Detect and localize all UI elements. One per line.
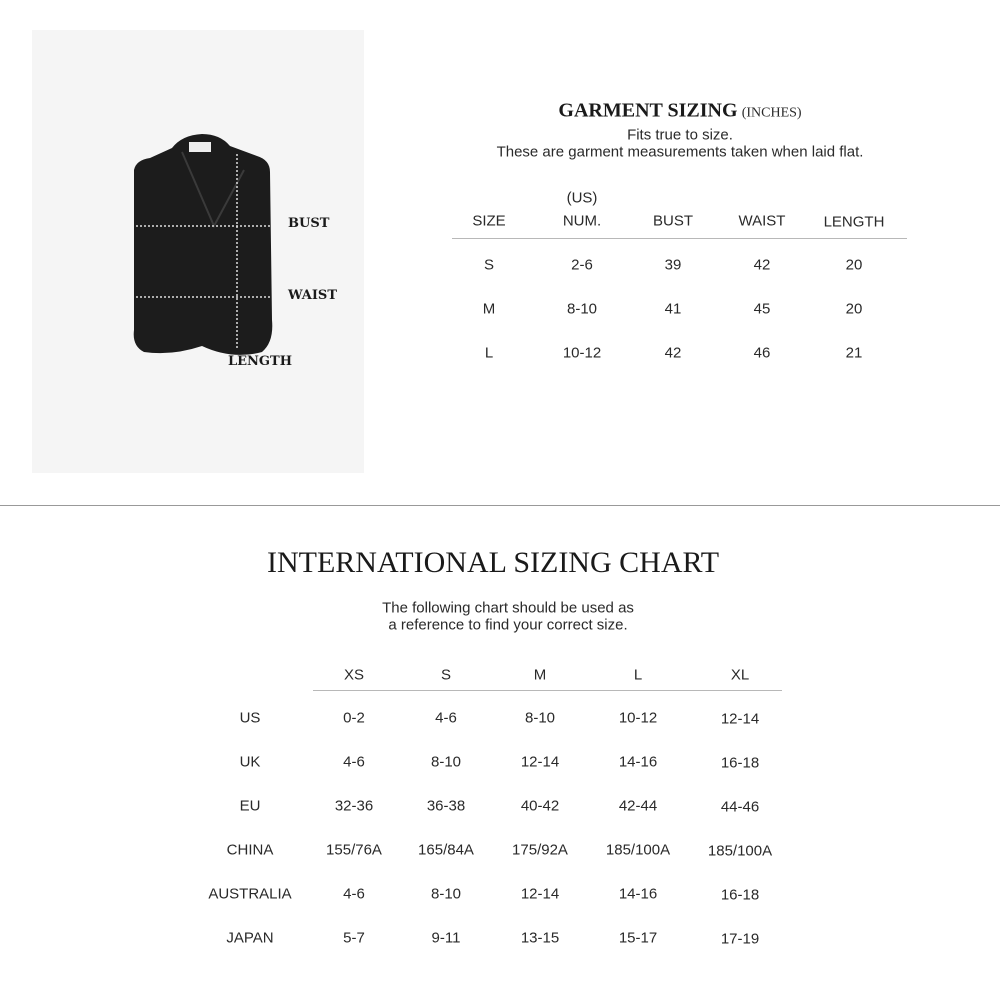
international-table-cell: 4-6 — [343, 885, 365, 903]
international-table-cell: 9-11 — [431, 929, 461, 947]
garment-table-cell: 20 — [845, 256, 863, 274]
garment-header-divider — [452, 238, 907, 239]
international-table-cell: 4-6 — [343, 753, 365, 771]
international-column-header: XS — [343, 666, 365, 684]
international-table-cell: 175/92A — [512, 841, 568, 859]
international-table-cell: 36-38 — [426, 797, 466, 815]
garment-row-size: L — [484, 344, 494, 362]
international-table-cell: 12-14 — [520, 885, 560, 903]
international-table-cell: 8-10 — [430, 753, 462, 771]
international-table-cell: 185/100A — [707, 842, 773, 860]
international-table-cell: 14-16 — [618, 885, 658, 903]
international-table-cell: 8-10 — [524, 709, 556, 727]
garment-table-cell: 41 — [664, 300, 682, 318]
garment-column-header: LENGTH — [823, 213, 885, 231]
waist-label: WAIST — [288, 288, 337, 303]
international-table-cell: 8-10 — [430, 885, 462, 903]
international-table-cell: 15-17 — [618, 929, 658, 947]
international-row-label: EU — [239, 797, 261, 815]
international-table-cell: 40-42 — [520, 797, 560, 815]
garment-sizing-unit: (INCHES) — [741, 105, 802, 121]
international-header-divider — [313, 690, 782, 691]
international-table-cell: 12-14 — [720, 710, 760, 728]
garment-table-cell: 45 — [753, 300, 771, 318]
garment-table-cell: 21 — [845, 344, 863, 362]
international-column-header: S — [440, 666, 452, 684]
international-table-cell: 185/100A — [605, 841, 671, 859]
international-table-cell: 16-18 — [720, 754, 760, 772]
international-table-cell: 13-15 — [520, 929, 560, 947]
international-column-header: M — [533, 666, 547, 684]
international-table-cell: 4-6 — [435, 709, 457, 727]
garment-table-cell: 46 — [753, 344, 771, 362]
international-table-cell: 32-36 — [334, 797, 374, 815]
garment-row-size: S — [483, 256, 495, 274]
garment-subtitle-1: Fits true to size. — [627, 126, 733, 144]
international-table-cell: 10-12 — [618, 709, 658, 727]
garment-table-cell: 39 — [664, 256, 682, 274]
garment-sizing-heading — [558, 100, 801, 123]
international-table-cell: 16-18 — [720, 886, 760, 904]
international-table-cell: 44-46 — [720, 798, 760, 816]
garment-table-cell: 8-10 — [566, 300, 598, 318]
international-title: INTERNATIONAL SIZING CHART — [266, 546, 720, 579]
garment-table-cell: 20 — [845, 300, 863, 318]
international-table-cell: 165/84A — [418, 841, 474, 859]
section-divider — [0, 505, 1000, 506]
international-row-label: AUSTRALIA — [208, 885, 292, 903]
international-row-label: US — [239, 709, 261, 727]
garment-table-cell: 42 — [664, 344, 682, 362]
international-table-cell: 12-14 — [520, 753, 560, 771]
garment-column-header: BUST — [652, 212, 694, 230]
length-label: LENGTH — [228, 354, 292, 369]
international-row-label: CHINA — [226, 841, 274, 859]
bust-label: BUST — [288, 216, 330, 231]
international-column-header: L — [633, 666, 643, 684]
garment-subtitle-2: These are garment measurements taken when laid flat. — [496, 143, 864, 161]
international-subtitle-1: The following chart should be used as — [382, 599, 634, 617]
garment-photo — [32, 30, 364, 473]
international-table-cell: 14-16 — [618, 753, 658, 771]
garment-column-header: WAIST — [738, 212, 786, 230]
international-table-cell: 42-44 — [618, 797, 658, 815]
international-row-label: JAPAN — [226, 929, 274, 947]
garment-table-cell: 2-6 — [571, 256, 593, 274]
sleeveless-wrap-top-image — [32, 30, 364, 473]
garment-row-size: M — [482, 300, 496, 318]
garment-column-header: SIZE — [472, 212, 506, 230]
garment-table-cell: 42 — [753, 256, 771, 274]
num-header-prefix: (US) — [566, 189, 598, 207]
international-table-cell: 17-19 — [720, 930, 760, 948]
international-row-label: UK — [239, 753, 261, 771]
international-table-cell: 155/76A — [326, 841, 382, 859]
international-subtitle-2: a reference to find your correct size. — [388, 616, 628, 634]
international-column-header: XL — [730, 666, 750, 684]
garment-table-cell: 10-12 — [562, 344, 602, 362]
garment-sizing-title: GARMENT SIZING — [558, 99, 738, 122]
international-table-cell: 5-7 — [343, 929, 365, 947]
garment-column-header: NUM. — [562, 212, 602, 230]
international-table-cell: 0-2 — [343, 709, 365, 727]
